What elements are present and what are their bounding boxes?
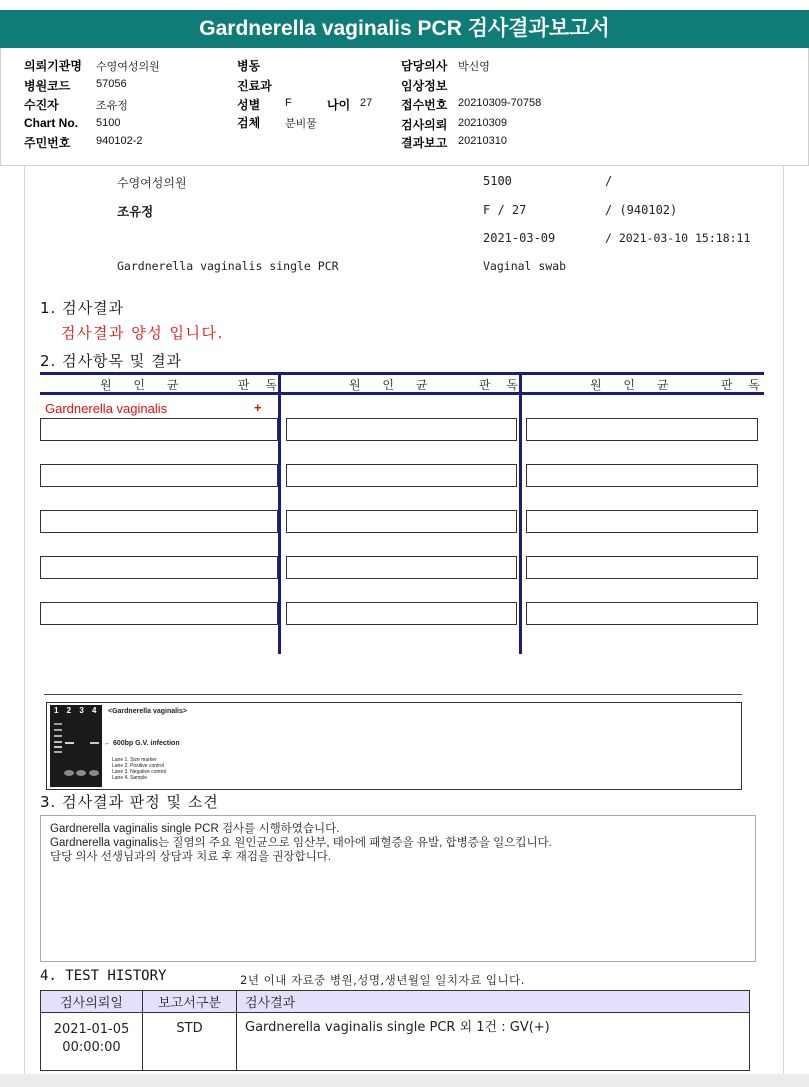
col-judgement-header-3: 판 독 (721, 378, 766, 392)
receipt-no-value: 20210309-70758 (458, 97, 542, 109)
hospital-code-value: 57056 (96, 78, 127, 90)
column-divider-1 (278, 372, 281, 654)
table-top-line (40, 372, 764, 375)
summary-institution: 수영여성의원 (117, 176, 187, 190)
result-box (286, 602, 517, 625)
receipt-no-label: 접수번호 (401, 98, 448, 112)
summary-collect-date: 2021-03-09 (483, 231, 556, 245)
institution-value: 수영여성의원 (96, 61, 160, 73)
organism-name: Gardnerella vaginalis (45, 401, 168, 416)
result-box (40, 418, 278, 441)
resident-no-label: 주민번호 (24, 136, 71, 150)
chart-no-label: Chart No. (24, 116, 78, 130)
history-header-date: 검사의뢰일 (41, 991, 143, 1013)
history-date: 2021-01-05 (53, 1022, 130, 1037)
summary-sample: Vaginal swab (483, 259, 567, 273)
doctor-label: 담당의사 (401, 59, 448, 73)
result-box (40, 556, 278, 579)
gel-title: <Gardnerella vaginalis> (108, 708, 187, 715)
opinion-line-3: 담당 의사 선생님과의 상담과 치료 후 재검을 권장합니다. (50, 851, 332, 863)
history-table (40, 990, 750, 1071)
report-date-label: 결과보고 (401, 136, 448, 150)
col-judgement-header-1: 판 독 (238, 378, 283, 392)
result-box (286, 464, 517, 487)
gel-lane-numbers: 1 2 3 4 (54, 706, 100, 715)
age-label: 나이 (327, 98, 351, 112)
section1-title: 1. 검사결과 (40, 299, 125, 317)
history-result: Gardnerella vaginalis single PCR 외 1건 : GV(+) (237, 1013, 750, 1071)
result-box (526, 510, 758, 533)
history-type: STD (143, 1013, 237, 1071)
opinion-line-2: Gardnerella vaginalis는 질염의 주요 원인균으로 임산부, 태아에 패혈증을 유발, 합병증을 일으킵니다. (50, 837, 552, 849)
age-value: 27 (360, 97, 373, 109)
result-box (526, 556, 758, 579)
section2-title: 2. 검사항목 및 결과 (40, 352, 183, 370)
gel-bands-graphic (50, 705, 102, 787)
summary-birth: / (940102) (605, 203, 678, 217)
hospital-code-label: 병원코드 (24, 79, 71, 93)
col-organism-header-1: 원 인 균 (100, 378, 188, 392)
request-date-value: 20210309 (458, 117, 507, 129)
department-label: 진료과 (237, 79, 272, 93)
report-title: Gardnerella vaginalis PCR 검사결과보고서 (0, 10, 809, 48)
patient-value: 조유정 (96, 100, 128, 112)
result-box (40, 602, 278, 625)
test-result-text: 검사결과 양성 입니다. (61, 324, 224, 342)
resident-no-value: 940102-2 (96, 135, 143, 147)
organism-judgement: + (254, 400, 262, 415)
gel-electrophoresis-image (50, 705, 102, 787)
history-header-result: 검사결과 (237, 991, 750, 1013)
request-date-label: 검사의뢰 (401, 118, 448, 132)
opinion-box (40, 815, 756, 962)
section4-title: 4. TEST HISTORY (40, 968, 167, 984)
column-divider-2 (519, 372, 522, 654)
history-time: 00:00:00 (62, 1040, 121, 1055)
result-box (40, 464, 278, 487)
sex-label: 성별 (237, 98, 261, 112)
summary-slash: / (605, 174, 613, 188)
history-note: 2년 이내 자료중 병원,성명,생년월일 일치자료 입니다. (240, 973, 525, 987)
result-box (526, 602, 758, 625)
summary-chart-no: 5100 (483, 174, 512, 188)
section3-title: 3. 검사결과 판정 및 소견 (40, 793, 219, 811)
gel-legend-lane3: Lane 3. Negative control (112, 769, 167, 775)
specimen-label: 검체 (237, 116, 261, 130)
chart-no-value: 5100 (96, 117, 121, 129)
result-box (286, 510, 517, 533)
footer-strip (0, 1074, 809, 1087)
gel-divider-line (44, 694, 742, 695)
doctor-value: 박신영 (458, 61, 490, 73)
table-row (41, 1013, 750, 1071)
opinion-line-1: Gardnerella vaginalis single PCR 검사를 시행하였습니다. (50, 823, 340, 835)
summary-sex-age: F / 27 (483, 203, 527, 217)
gel-legend-lane4: Lane 4. Sample (112, 775, 148, 781)
history-date-cell (41, 1013, 143, 1071)
summary-report-time: / 2021-03-10 15:18:11 (605, 231, 751, 245)
patient-label: 수진자 (24, 98, 59, 112)
clinical-info-label: 임상정보 (401, 79, 448, 93)
specimen-value: 분비물 (285, 118, 317, 130)
report-date-value: 20210310 (458, 135, 507, 147)
result-box (526, 464, 758, 487)
summary-test-name: Gardnerella vaginalis single PCR (117, 259, 339, 273)
sex-value: F (285, 97, 292, 109)
result-box (286, 556, 517, 579)
gel-legend-lane2: Lane 2. Positive control (112, 763, 164, 769)
col-organism-header-3: 원 인 균 (590, 378, 678, 392)
col-organism-header-2: 원 인 균 (349, 378, 437, 392)
result-box (40, 510, 278, 533)
institution-label: 의뢰기관명 (24, 59, 82, 73)
gel-band-label: ← 600bp G.V. infection (104, 740, 180, 747)
result-box (286, 418, 517, 441)
col-judgement-header-2: 판 독 (479, 378, 524, 392)
summary-patient: 조유정 (117, 204, 154, 219)
gel-legend-lane1: Lane 1. Size marker (112, 757, 157, 763)
history-header-type: 보고서구분 (143, 991, 237, 1013)
ward-label: 병동 (237, 59, 261, 73)
result-box (526, 418, 758, 441)
